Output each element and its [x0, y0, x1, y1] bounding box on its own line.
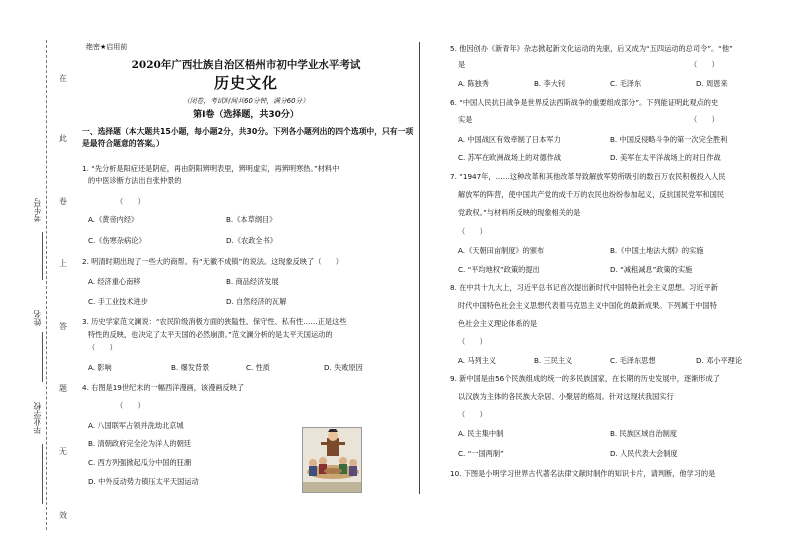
- question-2-option-a: A. 经济重心南移: [88, 277, 141, 286]
- volume-title: 第Ⅰ卷（选择题，共30分）: [193, 110, 299, 120]
- candidate-number-label: 考生号: [33, 198, 42, 222]
- question-8-line-3: 色社会主义理论体系的是: [458, 319, 538, 328]
- question-6-blank: （ ）: [690, 115, 719, 124]
- question-6-line-1: 6. “中国人民抗日战争是世界反法西斯战争的重要组成部分”。下列能证明此观点的史: [450, 98, 719, 107]
- question-1-option-b: B.《本草纲目》: [226, 215, 277, 224]
- margin-char: 此: [59, 134, 67, 143]
- question-8-blank: （ ）: [458, 337, 487, 346]
- margin-char: 上: [59, 259, 67, 268]
- question-1-option-c: C.《伤寒杂病论》: [88, 236, 146, 245]
- question-6-option-b: B. 中国反侵略斗争的第一次完全胜利: [610, 135, 728, 144]
- question-9-line-2: 以汉族为主体的各民族大杂居、小聚居的格局。针对这现状我国实行: [458, 392, 674, 401]
- question-4-blank: （ ）: [116, 401, 145, 410]
- question-7-option-b: B.《中国土地法大纲》的实施: [610, 246, 704, 255]
- question-7-option-a: A.《天朝田亩制度》的颁布: [458, 246, 545, 255]
- question-3-option-d: D. 失败原因: [324, 363, 363, 372]
- question-1-line-2: 的中医诊断方法出自张仲景的: [88, 176, 182, 185]
- question-7-line-1: 7. “1947年，……这种改革和其他改革导致解放军势所吸引的数百万农民积极投入人民: [450, 172, 726, 181]
- question-5-option-b: B. 李大钊: [534, 79, 566, 88]
- question-9-option-a: A. 民主集中制: [458, 429, 504, 438]
- margin-char: 无: [59, 447, 67, 456]
- question-10-line-1: 10. 下图是小明学习世界古代著名法律文献时制作的知识卡片，请判断，他学习的是: [450, 469, 716, 478]
- question-5-option-c: C. 毛泽东: [610, 79, 642, 88]
- question-5-blank: （ ）: [690, 60, 719, 69]
- margin-char: 在: [59, 74, 67, 83]
- question-1-option-a: A.《黄帝内经》: [88, 215, 139, 224]
- name-label: 姓名: [33, 310, 42, 326]
- question-2-option-d: D. 自然经济的瓦解: [226, 297, 287, 306]
- question-8-line-2: 时代中国特色社会主义思想代表着马克思主义中国化的最新成果。下列属于中国特: [458, 301, 717, 310]
- question-2-line-1: 2. 明清时期出现了一些大的商帮。有“无徽不成镇”的说法。这现象反映了（ ）: [82, 257, 343, 266]
- question-5-line-1: 5. 他因创办《新青年》杂志掀起新文化运动的先驱，后又成为“五四运动的总司令”。“他”: [450, 44, 733, 53]
- school-line: [42, 444, 43, 504]
- western-cartoon-illustration: [302, 427, 362, 493]
- question-1-option-d: D.《农政全书》: [226, 236, 277, 245]
- school-label: 毕业学校: [33, 402, 42, 434]
- question-9-option-c: C. “一国两制”: [458, 449, 504, 458]
- question-1-blank: （ ）: [116, 197, 145, 206]
- binding-dashed-line: [46, 40, 47, 530]
- question-7-blank: （ ）: [458, 227, 487, 236]
- question-2-option-c: C. 手工业技术进步: [88, 297, 148, 306]
- question-8-option-b: B. 三民主义: [534, 356, 573, 365]
- exam-title: 2020年广西壮族自治区梧州市初中学业水平考试: [131, 59, 361, 71]
- question-3-line-1: 3. 历史学家范文澜说：“农民阶级消极方面的狭隘性、保守性、私有性……正是这些: [82, 317, 347, 326]
- question-5-line-2: 是: [458, 60, 466, 69]
- subject-title: 历史文化: [213, 74, 278, 92]
- margin-char: 卷: [59, 197, 67, 206]
- question-3-line-2: 特性的反映，也决定了太平天国的必然崩溃。”范文澜分析的是太平天国运动的: [88, 330, 333, 339]
- column-divider: [419, 42, 420, 494]
- name-line: [42, 332, 43, 382]
- question-1-line-1: 1. “先分析是阳症还是阴症，再由阴阳辨明表里，辨明虚实，再辨明寒热。”材料中: [82, 164, 340, 173]
- question-3-option-b: B. 爆发背景: [171, 363, 210, 372]
- margin-char: 效: [59, 511, 67, 520]
- question-7-line-2: 解放军的阵营，使中国共产党的成千万的农民也纷纷参加起义，反抗国民党军和国民: [458, 190, 724, 199]
- question-8-option-a: A. 马列主义: [458, 356, 497, 365]
- question-3-line-3: （ ）: [88, 343, 117, 352]
- question-4-option-d: D. 中外反动势力镇压太平天国运动: [88, 477, 199, 486]
- question-8-line-1: 8. 在中共十九大上，习近平总书记首次提出新时代中国特色社会主义思想。习近平新: [450, 283, 718, 292]
- question-3-option-c: C. 性质: [246, 363, 270, 372]
- question-5-option-a: A. 陈独秀: [458, 79, 489, 88]
- question-6-option-d: D. 美军在太平洋战场上的对日作战: [610, 153, 721, 162]
- question-7-line-3: 党政权。”与材料所反映的现象相关的是: [458, 208, 581, 217]
- question-9-blank: （ ）: [458, 410, 487, 419]
- question-4-option-b: B. 清朝政府完全沦为洋人的朝廷: [88, 439, 191, 448]
- question-4-line-1: 4. 右图是19世纪末的一幅西洋漫画，该漫画反映了: [82, 383, 245, 392]
- margin-char: 题: [59, 384, 67, 393]
- question-8-option-d: D. 邓小平理论: [696, 356, 743, 365]
- candidate-number-line: [42, 232, 43, 280]
- question-4-option-a: A. 八国联军占领并洗劫北京城: [88, 421, 184, 430]
- question-3-option-a: A. 影响: [88, 363, 112, 372]
- question-8-option-c: C. 毛泽东思想: [610, 356, 656, 365]
- question-9-option-b: B. 民族区域自治制度: [610, 429, 678, 438]
- confidential-tag: 绝密★启用前: [86, 43, 128, 51]
- exam-note: （闭卷，考试时间共60分钟，满分60分）: [182, 97, 310, 105]
- question-9-line-1: 9. 新中国是由56个民族组成的统一的多民族国家，在长期的历史发展中，逐渐形成了: [450, 374, 720, 383]
- question-6-option-a: A. 中国战区有效牵制了日本军力: [458, 135, 561, 144]
- question-9-option-d: D. 人民代表大会制度: [610, 449, 678, 458]
- section-heading: 一、选择题（本大题共15小题，每小题2分，共30分。下列各小题列出的四个选项中，只有一项是最符合题意的答案。）: [82, 127, 414, 149]
- question-6-option-c: C. 苏军在欧洲战场上的对德作战: [458, 153, 562, 162]
- question-6-line-2: 实是: [458, 115, 473, 124]
- question-7-option-d: D. “减租减息”政策的实施: [610, 265, 693, 274]
- question-7-option-c: C. “平均地权”政策的提出: [458, 265, 540, 274]
- question-4-option-c: C. 西方列强掀起瓜分中国的狂潮: [88, 458, 192, 467]
- question-5-option-d: D. 周恩来: [696, 79, 728, 88]
- question-2-option-b: B. 商品经济发展: [226, 277, 279, 286]
- margin-char: 答: [59, 322, 67, 331]
